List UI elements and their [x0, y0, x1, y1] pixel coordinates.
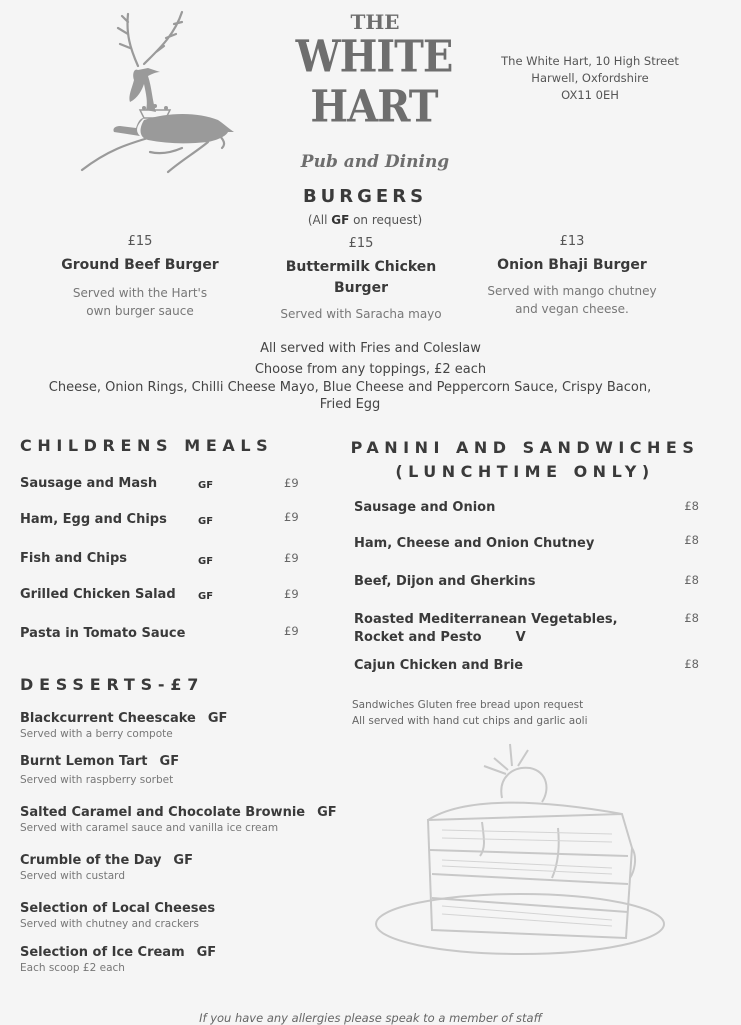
item-price: £9 — [284, 587, 299, 601]
item-desc: Each scoop £2 each — [20, 962, 125, 974]
item-price: £9 — [284, 510, 299, 524]
item-name: Grilled Chicken Salad — [20, 587, 176, 602]
item-name — [20, 945, 350, 960]
address — [490, 53, 690, 104]
childrens-item — [20, 512, 310, 532]
item-name: Sausage and Onion — [354, 500, 496, 515]
childrens-item — [20, 587, 310, 607]
item-name — [20, 853, 350, 868]
panini-item — [354, 499, 699, 517]
item-name-text: Salted Caramel and Chocolate Brownie — [20, 805, 306, 820]
address-line: Harwell, Oxfordshire — [531, 71, 649, 85]
item-name: Beef, Dijon and Gherkins — [354, 574, 536, 589]
item-desc: Served with custard — [20, 870, 125, 882]
item-price: £9 — [284, 476, 299, 490]
address-line: OX11 0EH — [561, 88, 619, 102]
item-name — [354, 611, 664, 647]
item-price: £8 — [684, 533, 699, 547]
gf-tag: GF — [198, 556, 214, 567]
gf-tag: GF — [173, 853, 193, 868]
burger-desc: Served with mango chutney and vegan cheese. — [487, 284, 657, 316]
burgers-title: BURGERS — [302, 186, 428, 207]
burgers-gf-note — [270, 213, 460, 227]
item-price: £8 — [684, 611, 699, 625]
item-price: £9 — [284, 551, 299, 565]
item-price: £8 — [684, 573, 699, 587]
burger-name: Ground Beef Burger — [61, 257, 219, 273]
toppings-list: Cheese, Onion Rings, Chilli Cheese Mayo, Blue Cheese and Peppercorn Sauce, Crispy Bacon, Fried Egg — [48, 380, 652, 412]
gf-tag: GF — [159, 754, 180, 769]
panini-item — [354, 657, 699, 675]
gf-tag: GF — [331, 213, 350, 227]
note-text: on request) — [349, 213, 423, 227]
item-name: Sausage and Mash — [20, 476, 158, 491]
childrens-item — [20, 476, 310, 496]
dessert-item — [20, 711, 350, 740]
burger-name: Buttermilk Chicken Burger — [285, 259, 437, 296]
item-desc: Served with caramel sauce and vanilla ice cream — [20, 822, 279, 834]
childrens-title: CHILDRENS MEALS — [20, 436, 274, 455]
burger-item — [472, 234, 672, 318]
item-price: £9 — [284, 624, 299, 638]
allergy-note: If you have any allergies please speak to a member of staff — [199, 1011, 542, 1025]
item-name-text: Selection of Local Cheeses — [20, 901, 216, 916]
item-name — [20, 711, 350, 726]
desserts-title: DESSERTS-£7 — [20, 675, 205, 694]
panini-note — [352, 697, 588, 729]
panini-item — [354, 573, 699, 591]
item-name — [20, 805, 350, 820]
vegetarian-tag: V — [515, 630, 526, 645]
item-name-text: Selection of Ice Cream — [20, 945, 185, 960]
cake-slice-icon — [372, 738, 678, 964]
item-name: Cajun Chicken and Brie — [354, 658, 524, 673]
burger-desc: Served with Saracha mayo — [280, 307, 442, 321]
panini-title-line1: PANINI AND SANDWICHES — [350, 438, 700, 457]
panini-title — [340, 436, 710, 484]
item-name: Ham, Cheese and Onion Chutney — [354, 536, 595, 551]
item-name-text: Roasted Mediterranean Vegetables, Rocket and Pesto — [354, 612, 618, 645]
item-desc: Served with chutney and crackers — [20, 918, 199, 930]
panini-title-line2: (LUNCHTIME ONLY) — [395, 462, 655, 481]
item-price: £8 — [684, 657, 699, 671]
burger-item — [40, 234, 240, 320]
item-name-text: Crumble of the Day — [20, 853, 162, 868]
item-name: Ham, Egg and Chips — [20, 512, 167, 527]
dessert-item — [20, 754, 350, 786]
stag-logo-icon — [78, 4, 238, 176]
panini-item — [354, 535, 699, 553]
note-text: (All — [307, 213, 332, 227]
item-name-text: Blackcurrent Cheescake — [20, 711, 196, 726]
item-name — [20, 901, 350, 916]
burger-name: Onion Bhaji Burger — [497, 257, 647, 273]
gf-tag: GF — [198, 480, 214, 491]
dessert-item — [20, 805, 350, 834]
item-price: £8 — [684, 499, 699, 513]
burger-item — [262, 236, 460, 323]
dessert-item — [20, 901, 350, 930]
toppings-intro: Choose from any toppings, £2 each — [254, 362, 487, 377]
title-white: WHITE — [295, 30, 453, 83]
panini-note-line: Sandwiches Gluten free bread upon request — [352, 699, 584, 711]
title-hart: HART — [310, 80, 438, 133]
item-name — [20, 754, 350, 769]
gf-tag: GF — [198, 516, 214, 527]
dessert-item — [20, 945, 350, 974]
burger-price: £15 — [127, 234, 153, 249]
subtitle: Pub and Dining — [300, 152, 450, 172]
childrens-item — [20, 551, 310, 571]
gf-tag: GF — [196, 945, 217, 960]
burger-price: £15 — [348, 236, 374, 251]
title-the: THE — [350, 10, 400, 34]
item-desc: Served with a berry compote — [20, 728, 173, 740]
item-name: Fish and Chips — [20, 551, 128, 566]
item-name: Pasta in Tomato Sauce — [20, 626, 186, 641]
panini-note-line: All served with hand cut chips and garlic aoli — [352, 715, 588, 727]
gf-tag: GF — [207, 711, 228, 726]
panini-item — [354, 611, 699, 647]
item-desc: Served with raspberry sorbet — [20, 774, 174, 786]
burger-price: £13 — [559, 234, 585, 249]
burger-desc: Served with the Hart's own burger sauce — [72, 286, 208, 318]
dessert-item — [20, 853, 350, 882]
childrens-item — [20, 626, 310, 646]
address-line: The White Hart, 10 High Street — [501, 54, 679, 68]
gf-tag: GF — [198, 591, 214, 602]
served-with-note: All served with Fries and Coleslaw — [260, 341, 481, 356]
gf-tag: GF — [317, 805, 337, 820]
item-name-text: Burnt Lemon Tart — [20, 754, 148, 769]
